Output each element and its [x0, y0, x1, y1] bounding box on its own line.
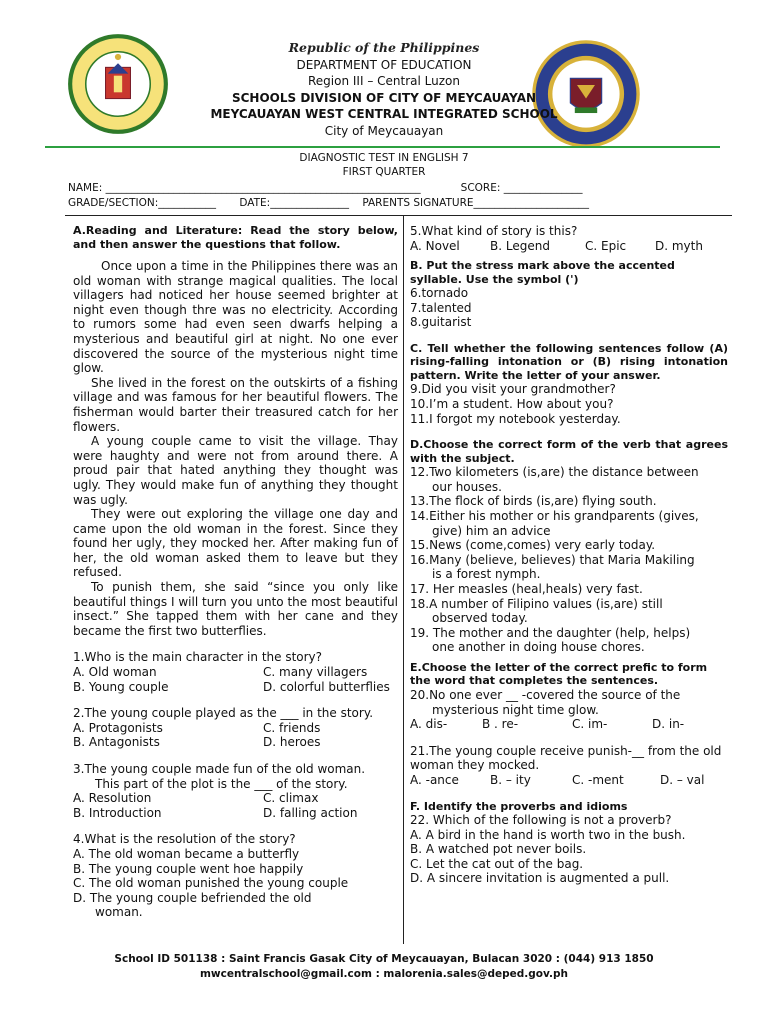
school-footer [0, 952, 768, 982]
department-name: DEPARTMENT OF EDUCATION [296, 57, 472, 72]
grade-date-signature-line: GRADE/SECTION:___________ DATE:_______________ PARENTS SIGNATURE______________________ [68, 197, 590, 209]
question-stem: mysterious night time glow. [432, 702, 599, 717]
test-title: DIAGNOSTIC TEST IN ENGLISH 7 [299, 152, 469, 164]
option: D. A sincere invitation is augmented a pull. [410, 871, 670, 886]
city-name: City of Meycauayan [324, 123, 444, 138]
option: B. The young couple went hoe happily [73, 861, 304, 876]
option: A. A bird in the hand is worth two in the bush. [410, 827, 686, 842]
option: C. The old woman punished the young couple [73, 876, 349, 891]
option: A. Novel [410, 238, 460, 253]
intonation-item: 10.I’m a student. How about you? [410, 397, 614, 412]
story-paragraph: Once upon a time in the Philippines there was an old woman with strange magical qualities. The local villagers had noticed her house seemed brighter at night even though thre was no electricity. According to rumors some had even seen dwarfs helping a mysterious and beautiful girl at night. No one ever discovered the source of the mysterious night time glow. [73, 259, 398, 376]
option: B. Young couple [73, 679, 169, 694]
question-stem: 4.What is the resolution of the story? [73, 832, 296, 847]
question-1 [73, 650, 398, 694]
stress-item: 6.tornado [410, 286, 469, 301]
option: C. climax [263, 791, 319, 806]
question-stem: 20.No one ever __ -covered the source of the [410, 687, 681, 702]
option: C. im- [572, 717, 608, 732]
question-stem: 3.The young couple made fun of the old woman. [73, 762, 366, 776]
column-divider [403, 216, 404, 944]
option: C. Epic [585, 238, 627, 253]
option: D. – val [660, 772, 705, 787]
story-paragraph: They were out exploring the village one day and came upon the old woman in the forest. Since they found her ugly, they mocked her. After making fun of her, the old woman asked them to leave but they refused. [73, 507, 398, 580]
stress-item: 7.talented [410, 300, 472, 315]
intonation-item: 11.I forgot my notebook yesterday. [410, 411, 621, 426]
verb-item: 16.Many (believe, believes) that Maria Makiling is a forest nymph. [410, 552, 695, 582]
question-stem: 21.The young couple receive punish-__ from the old woman they mocked. [410, 743, 722, 773]
section-e-instruction: E.Choose the letter of the correct prefic to form the word that completes the sentences. [410, 660, 708, 688]
question-3 [73, 762, 398, 820]
option: A. The old woman became a butterfly [73, 846, 300, 861]
story-paragraph: A young couple came to visit the village. Thay were haughty and were not from around there. A proud pair that hated anything they thought was ugly. They would make fun of anything they thought was ugly. [73, 434, 398, 507]
option: D. falling action [263, 805, 358, 820]
intonation-item: 9.Did you visit your grandmother? [410, 382, 616, 397]
question-stem: This part of the plot is the ___ of the story. [95, 776, 348, 791]
question-stem: 5.What kind of story is this? [410, 224, 578, 238]
stress-item: 8.guitarist [410, 315, 472, 330]
letterhead [0, 40, 768, 139]
question-5 [410, 224, 728, 253]
section-c-instruction: C. Tell whether the following sentences follow (A) rising-falling intonation or (B) rising intonation pattern. Write the letter of your answer. [410, 341, 728, 382]
question-stem: 2.The young couple played as the ___ in the story. [73, 706, 374, 721]
question-22 [410, 813, 728, 886]
test-quarter: FIRST QUARTER [342, 166, 426, 178]
story-text [73, 259, 398, 638]
option: B. Legend [490, 238, 550, 253]
option: C. -ment [572, 772, 624, 787]
question-4 [73, 832, 398, 920]
region-name: Region III – Central Luzon [308, 74, 460, 88]
option: B. Introduction [73, 805, 162, 820]
republic-title: Republic of the Philippines [288, 40, 480, 55]
section-d-instruction: D.Choose the correct form of the verb that agrees with the subject. [410, 438, 728, 465]
footer-address: School ID 501138 : Saint Francis Gasak City of Meycauayan, Bulacan 3020 : (044) 913 1850 [114, 953, 654, 965]
section-a-instruction: A.Reading and Literature: Read the story below, and then answer the questions that follow. [73, 224, 398, 251]
right-column [410, 224, 728, 886]
option: A. dis- [410, 717, 448, 732]
option: C. many villagers [263, 665, 368, 680]
left-column [73, 224, 398, 920]
story-paragraph: To punish them, she said “since you only like beautiful things I will turn you unto the most beautiful insect.” She tapped them with her cane and they became the first two butterflies. [73, 580, 398, 638]
division-name: SCHOOLS DIVISION OF CITY OF MEYCAUAYAN [231, 90, 537, 105]
option: A. Resolution [73, 791, 152, 806]
question-stem: 1.Who is the main character in the story? [73, 650, 323, 665]
option: D. in- [652, 717, 685, 732]
option: B . re- [482, 717, 519, 732]
story-paragraph: She lived in the forest on the outskirts of a fishing village and was famous for her beautiful flowers. The fisherman would barter their treasured catch for her flowers. [73, 375, 398, 434]
verb-item: 18.A number of Filipino values (is,are) still observed today. [410, 596, 663, 626]
verb-item: 13.The flock of birds (is,are) flying south. [410, 494, 657, 509]
header-divider [45, 146, 720, 148]
option-continuation: woman. [95, 905, 143, 920]
verb-item: 19. The mother and the daughter (help, helps) one another in doing house chores. [410, 625, 691, 655]
option: C. friends [263, 720, 321, 735]
option: D. heroes [263, 735, 321, 750]
option: C. Let the cat out of the bag. [410, 856, 584, 871]
section-f-instruction: F. Identify the proverbs and idioms [410, 799, 628, 813]
option: A. Old woman [73, 665, 157, 680]
question-20 [410, 688, 728, 732]
option: D. colorful butterflies [263, 679, 390, 694]
option: D. myth [655, 238, 703, 253]
footer-contacts: mwcentralschool@gmail.com : malorenia.sales@deped.gov.ph [199, 968, 568, 980]
option: B. A watched pot never boils. [410, 842, 587, 857]
option: A. -ance [410, 772, 459, 787]
question-21 [410, 744, 728, 788]
name-score-line: NAME: ____________________________________________________________ SCORE: _______________ [68, 182, 583, 194]
verb-item: 15.News (come,comes) very early today. [410, 538, 656, 553]
option: B. – ity [490, 772, 531, 787]
question-2 [73, 706, 398, 750]
option: D. The young couple befriended the old [73, 890, 312, 905]
option: A. Protagonists [73, 720, 163, 735]
verb-item: 17. Her measles (heal,heals) very fast. [410, 582, 643, 596]
option: B. Antagonists [73, 735, 160, 750]
section-b-instruction: B. Put the stress mark above the accented syllable. Use the symbol (') [410, 259, 675, 286]
school-name: MEYCAUAYAN WEST CENTRAL INTEGRATED SCHOOL [210, 107, 558, 121]
question-stem: 22. Which of the following is not a proverb? [410, 813, 672, 828]
verb-item: 14.Either his mother or his grandparents (gives, give) him an advice [410, 509, 699, 538]
verb-item: 12.Two kilometers (is,are) the distance between our houses. [410, 465, 699, 494]
